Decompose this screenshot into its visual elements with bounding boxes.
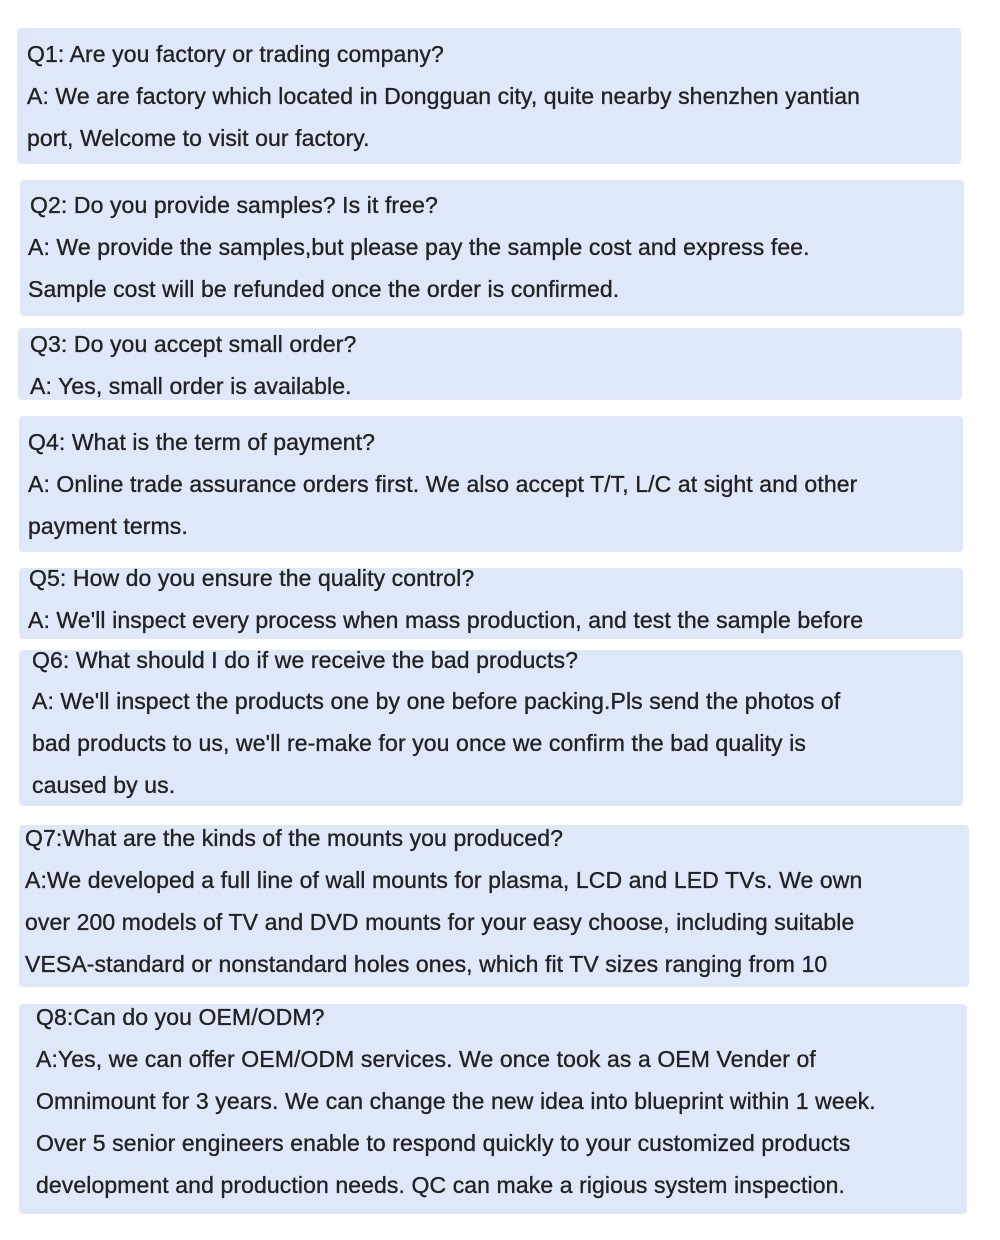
- faq-answer-line: A: Online trade assurance orders first. We also accept T/T, L/C at sight and other: [28, 471, 858, 497]
- faq-answer-line: development and production needs. QC can make a rigious system inspection.: [36, 1172, 846, 1198]
- faq-card-q4: [19, 416, 963, 552]
- faq-card-q6: [19, 650, 963, 806]
- faq-answer-line: A: We'll inspect every process when mass production, and test the sample before: [28, 607, 864, 633]
- faq-answer-line: A: We'll inspect the products one by one before packing.Pls send the photos of: [32, 688, 841, 714]
- faq-card-q8: [19, 1004, 967, 1214]
- faq-answer-line: Over 5 senior engineers enable to respond quickly to your customized products: [36, 1130, 851, 1156]
- faq-card-q2: [20, 180, 964, 316]
- faq-answer-line: A: We are factory which located in Dongguan city, quite nearby shenzhen yantian: [27, 83, 860, 109]
- faq-card-q5: [19, 568, 963, 639]
- faq-question: Q2: Do you provide samples? Is it free?: [30, 192, 438, 218]
- faq-answer-line: VESA-standard or nonstandard holes ones, which fit TV sizes ranging from 10: [25, 951, 828, 977]
- faq-question: Q8:Can do you OEM/ODM?: [36, 1004, 325, 1030]
- faq-question: Q7:What are the kinds of the mounts you produced?: [25, 825, 564, 851]
- faq-answer-line: Omnimount for 3 years. We can change the new idea into blueprint within 1 week.: [36, 1088, 876, 1114]
- faq-answer-line: A: We provide the samples,but please pay the sample cost and express fee.: [28, 234, 810, 260]
- faq-card-q3: [18, 328, 962, 400]
- faq-answer-line: A:We developed a full line of wall mounts for plasma, LCD and LED TVs. We own: [25, 867, 863, 893]
- faq-card-q1: [17, 28, 961, 164]
- faq-answer-line: over 200 models of TV and DVD mounts for your easy choose, including suitable: [25, 909, 855, 935]
- faq-answer-line: caused by us.: [32, 772, 176, 798]
- faq-question: Q5: How do you ensure the quality control?: [29, 568, 475, 591]
- faq-question: Q1: Are you factory or trading company?: [27, 41, 444, 67]
- faq-answer-line: payment terms.: [28, 513, 188, 539]
- faq-answer-line: port, Welcome to visit our factory.: [27, 125, 370, 151]
- faq-answer-line: A:Yes, we can offer OEM/ODM services. We once took as a OEM Vender of: [36, 1046, 816, 1072]
- faq-question: Q3: Do you accept small order?: [30, 331, 357, 357]
- faq-question: Q6: What should I do if we receive the bad products?: [32, 650, 579, 673]
- faq-answer-line: bad products to us, we'll re-make for you once we confirm the bad quality is: [32, 730, 806, 756]
- faq-answer-line: Sample cost will be refunded once the order is confirmed.: [28, 276, 620, 302]
- faq-answer-line: A: Yes, small order is available.: [30, 373, 352, 399]
- faq-question: Q4: What is the term of payment?: [28, 429, 376, 455]
- faq-card-q7: [19, 825, 969, 987]
